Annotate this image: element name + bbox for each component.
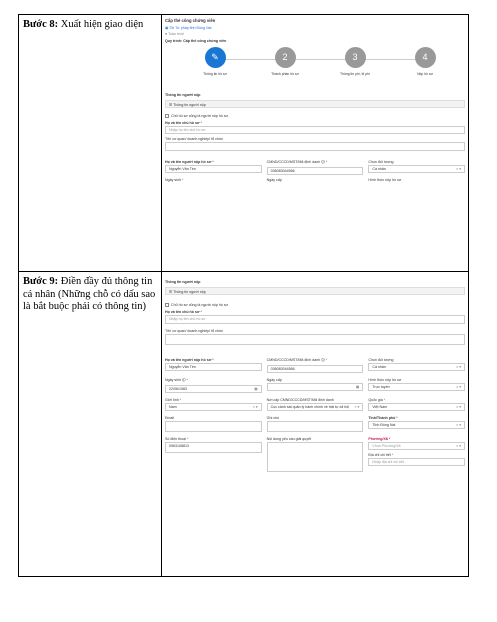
step-title: Bước 9: [23, 276, 59, 287]
chevron-down-icon: × ▾ [456, 167, 462, 172]
method-label: Hình thức nộp hồ sơ [368, 178, 402, 183]
gender-select[interactable]: Nam × ▾ [165, 403, 262, 411]
agency-label: Tên cơ quan/ doanh nghiệp/ tổ chức [165, 137, 224, 142]
subject-select[interactable]: Cá nhân × ▾ [368, 165, 465, 173]
stepper-label: Thông tin phí, lệ phí [340, 72, 370, 76]
request-label: Nội dung yêu cầu giải quyết [266, 437, 312, 442]
instruction-table [18, 14, 469, 577]
ward-select[interactable]: Chọn Phường/Xã × ▾ [368, 442, 465, 450]
stepper-step-1[interactable] [185, 47, 245, 76]
stepper-label: Thông tin hồ sơ [203, 72, 227, 76]
subject-label: Chọn đối tượng [368, 160, 394, 165]
submitter-label: Họ và tên người nộp hồ sơ * [165, 160, 214, 165]
request-textarea[interactable] [267, 442, 364, 472]
stepper-label: Nộp hồ sơ [417, 72, 433, 76]
step-text: Xuất hiện giao diện [58, 19, 144, 30]
issue-date-input[interactable] [267, 383, 364, 391]
table-row [19, 15, 469, 272]
id-input[interactable]: 036083044566 [267, 167, 364, 175]
stepper-step-4[interactable] [395, 47, 455, 76]
subject-label: Chọn đối tượng [368, 358, 394, 363]
address-input[interactable]: Nhập địa chỉ chi tiết [368, 458, 465, 466]
step-description [19, 15, 162, 272]
note-input[interactable] [267, 421, 364, 432]
progress-stepper [165, 47, 465, 85]
section-title: Thông tin người nộp [165, 280, 201, 284]
table-row [19, 272, 469, 577]
chevron-down-icon: × ▾ [456, 423, 462, 428]
subject-select[interactable]: Cá nhân × ▾ [368, 363, 465, 371]
owner-label: Họ và tên chủ hồ sơ * [165, 121, 202, 126]
checkbox[interactable] [165, 114, 169, 118]
dob-label: Ngày sinh 🛈 * [165, 378, 189, 383]
chevron-down-icon: × ▾ [456, 405, 462, 410]
procedure-label: Quy trình: Cấp thẻ công chứng viên [165, 39, 227, 43]
agency-input[interactable] [165, 142, 465, 151]
dob-input[interactable]: 22/06/1983 ▦ [165, 385, 262, 393]
dob-row [165, 175, 465, 182]
submitter-row [165, 355, 465, 373]
issue-place-label: Nơi cấp CMND/CCCD/MST/Mã định danh [266, 398, 334, 403]
agency-input[interactable] [165, 334, 465, 345]
same-owner-checkbox-row[interactable] [165, 303, 465, 307]
checkbox-label: Chủ hồ sơ cũng là người nộp hồ sơ [171, 303, 229, 307]
same-owner-checkbox-row[interactable] [165, 114, 465, 118]
stepper-number: 4 [415, 47, 436, 68]
online-label: Toàn trình [168, 32, 185, 36]
dob-label: Ngày sinh * [165, 178, 184, 183]
stepper-step-3[interactable] [325, 47, 385, 76]
stepper-number: 3 [345, 47, 366, 68]
calendar-icon[interactable]: ▦ [355, 385, 360, 390]
stepper-label: Thành phần hồ sơ [271, 72, 299, 76]
method-label: Hình thức nộp hồ sơ [368, 378, 402, 383]
step-screenshot [162, 15, 469, 272]
department-row [165, 26, 465, 30]
issue-date-label: Ngày cấp [266, 178, 282, 183]
issue-date-label: Ngày cấp [266, 378, 282, 383]
id-input[interactable]: 036083044566 [267, 365, 364, 373]
section-title: Thông tin người nộp [165, 93, 201, 97]
screenshot-form-filled [165, 274, 465, 572]
page-title: Cấp thẻ công chứng viên [165, 18, 216, 23]
gender-row [165, 395, 465, 411]
list-icon: ☰ [169, 290, 173, 294]
chevron-down-icon: × ▾ [456, 385, 462, 390]
nationality-label: Quốc gia * [368, 398, 386, 403]
step-description [19, 272, 162, 577]
panel-title: Thông tin người nộp [173, 103, 206, 107]
calendar-icon[interactable]: ▦ [254, 387, 258, 392]
phone-row [165, 434, 465, 472]
checkbox-label: Chủ hồ sơ cũng là người nộp hồ sơ [171, 114, 229, 118]
online-badge [165, 32, 465, 36]
stepper-number: 2 [275, 47, 296, 68]
id-label: CMND/CCCD/MST/Mã định danh 🛈 * [266, 358, 328, 363]
phone-input[interactable]: 0963108813 [165, 442, 262, 453]
owner-name-input[interactable]: Nhập họ tên chủ hồ sơ [165, 315, 465, 324]
dob-row [165, 375, 465, 393]
pencil-icon: ✎ [205, 47, 226, 68]
email-input[interactable] [165, 421, 262, 432]
address-label: Địa chỉ chi tiết * [368, 453, 394, 458]
checkbox[interactable] [165, 303, 169, 307]
gender-label: Giới tính * [165, 398, 182, 403]
stepper-step-2[interactable] [255, 47, 315, 76]
nationality-select[interactable]: Việt Nam × ▾ [368, 403, 465, 411]
submitter-input[interactable]: Nguyễn Văn Tèn [165, 165, 262, 173]
submitter-label: Họ và tên người nộp hồ sơ * [165, 358, 214, 363]
owner-name-input[interactable]: Nhập họ tên chủ hồ sơ [165, 126, 465, 134]
agency-label: Tên cơ quan/ doanh nghiệp/ tổ chức [165, 329, 224, 334]
panel-title: Thông tin người nộp [173, 290, 206, 294]
method-select[interactable]: Trực tuyến × ▾ [368, 383, 465, 391]
note-label: Ghi chú [266, 416, 280, 421]
department-link[interactable]: Sở Tư pháp tỉnh Đồng Nai [169, 26, 212, 30]
list-icon: ☰ [169, 103, 173, 107]
chevron-down-icon: × ▾ [456, 444, 462, 449]
phone-label: Số điện thoại * [165, 437, 189, 442]
province-label: Tỉnh/Thành phố * [368, 416, 398, 421]
panel-header[interactable] [165, 100, 465, 108]
submitter-input[interactable]: Nguyễn Văn Tèn [165, 363, 262, 371]
owner-label: Họ và tên chủ hồ sơ * [165, 310, 202, 315]
email-label: Email [165, 416, 174, 421]
building-icon: ▣ [165, 26, 169, 30]
id-label: CMND/CCCD/MST/Mã định danh 🛈 * [266, 160, 328, 165]
step-title: Bước 8: [23, 19, 59, 30]
submitter-row [165, 157, 465, 175]
issue-place-select[interactable]: Cục cảnh sát quản lý hành chính về trật tự xã hội × ▾ [267, 403, 364, 411]
globe-icon: ● [165, 32, 168, 36]
chevron-down-icon: × ▾ [252, 405, 258, 410]
ward-label: Phường/Xã * [368, 437, 391, 442]
chevron-down-icon: × ▾ [354, 405, 360, 410]
step-text: Điền đầy đủ thông tin cá nhân (Những chỗ có dấu sao là bắt buộc phải có thông tin) [23, 276, 156, 313]
province-select[interactable]: Tỉnh Đồng Nai × ▾ [368, 421, 465, 429]
email-row [165, 413, 465, 432]
screenshot-form-start [165, 17, 465, 267]
step-screenshot [162, 272, 469, 577]
panel-header[interactable] [165, 287, 465, 295]
chevron-down-icon: × ▾ [456, 365, 462, 370]
